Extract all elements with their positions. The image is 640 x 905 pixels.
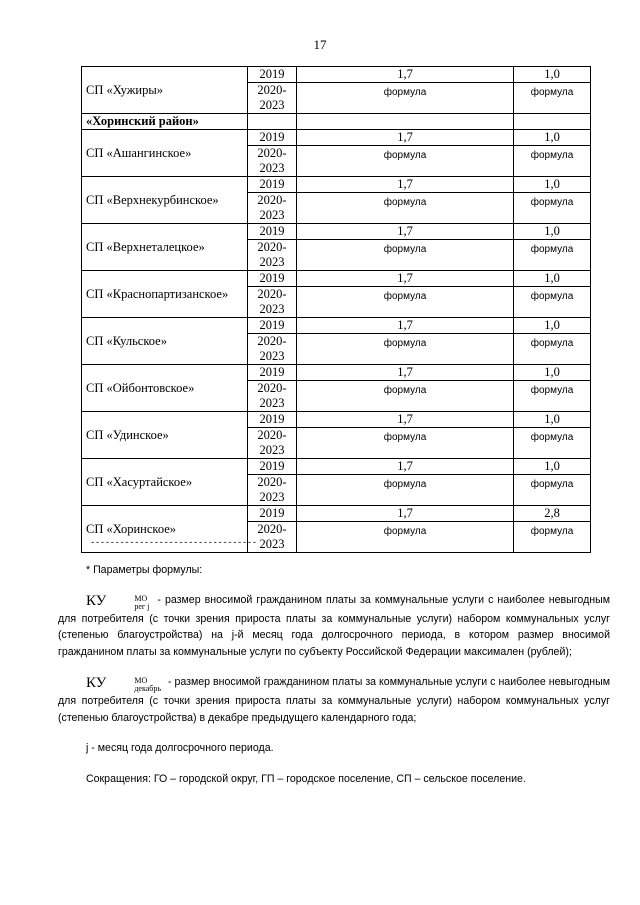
index-value-cell: 1,7	[297, 224, 514, 240]
index-value-cell: 1,7	[297, 365, 514, 381]
formula-cell: формула	[297, 428, 514, 459]
abbreviations: Сокращения: ГО – городской округ, ГП – городское поселение, СП – сельское поселение.	[86, 772, 526, 785]
ku-symbol: КУ	[86, 675, 107, 691]
formula-cell: формула	[514, 381, 591, 412]
definition-ku-reg	[58, 592, 610, 661]
table-row	[82, 459, 591, 475]
formula-cell: формула	[297, 146, 514, 177]
index-value-cell: 1,7	[297, 130, 514, 146]
year-cell: 2019	[248, 318, 297, 334]
index-value-cell: 1,0	[514, 412, 591, 428]
index-value-cell: 2,8	[514, 506, 591, 522]
year-range-cell: 2020-2023	[248, 83, 297, 114]
formula-cell: формула	[297, 334, 514, 365]
definition-ku-reg-text: - размер вносимой гражданином платы за коммунальные услуги с наиболее невыгодным для потребителя (с точки зрения прироста платы за коммунальные услуги) набором коммунальных услуг (степенью благоустройства) на j-й месяц года долгосрочного периода, в котором размер вносимой гражданином платы за коммунальные услуги по субъекту Российской Федерации максимален (рублей);	[58, 593, 610, 658]
year-cell: 2019	[248, 130, 297, 146]
table-row	[82, 318, 591, 334]
footnote-separator: ----------------------------------	[90, 538, 257, 548]
formula-cell: формула	[297, 193, 514, 224]
page-number: 17	[313, 37, 327, 52]
index-value-cell: 1,7	[297, 271, 514, 287]
ku-superscript: МО	[134, 593, 148, 603]
formula-cell: формула	[297, 475, 514, 506]
formula-cell: формула	[514, 83, 591, 114]
table-row	[82, 224, 591, 240]
empty-cell	[297, 114, 514, 130]
index-value-cell: 1,0	[514, 177, 591, 193]
year-range-cell: 2020-2023	[248, 240, 297, 271]
formula-cell: формула	[514, 522, 591, 553]
year-cell: 2019	[248, 459, 297, 475]
index-value-cell: 1,7	[297, 67, 514, 83]
year-range-cell: 2020-2023	[248, 146, 297, 177]
formula-cell: формула	[514, 287, 591, 318]
index-value-cell: 1,0	[514, 459, 591, 475]
settlement-name: СП «Хасуртайское»	[82, 459, 248, 506]
formula-cell: формула	[514, 428, 591, 459]
year-range-cell: 2020-2023	[248, 193, 297, 224]
tariff-table	[81, 66, 591, 553]
table-row	[82, 506, 591, 522]
index-value-cell: 1,7	[297, 412, 514, 428]
definition-ku-december	[58, 674, 610, 726]
table-row	[82, 271, 591, 287]
ku-subscript: декабрь	[134, 684, 161, 693]
settlement-name: СП «Хоринское»	[82, 506, 248, 553]
formula-cell: формула	[297, 522, 514, 553]
settlement-name: СП «Краснопартизанское»	[82, 271, 248, 318]
formula-cell: формула	[514, 475, 591, 506]
year-cell: 2019	[248, 412, 297, 428]
settlement-name: СП «Кульское»	[82, 318, 248, 365]
index-value-cell: 1,0	[514, 365, 591, 381]
formula-cell: формула	[297, 287, 514, 318]
ku-indices	[106, 595, 149, 611]
empty-cell	[248, 114, 297, 130]
year-cell: 2019	[248, 177, 297, 193]
index-value-cell: 1,0	[514, 130, 591, 146]
table-row	[82, 130, 591, 146]
ku-superscript: МО	[134, 676, 148, 685]
settlement-name: СП «Хужиры»	[82, 67, 248, 114]
year-cell: 2019	[248, 271, 297, 287]
table-row	[82, 67, 591, 83]
ku-subscript: рег j	[134, 601, 150, 611]
index-value-cell: 1,0	[514, 224, 591, 240]
index-value-cell: 1,7	[297, 459, 514, 475]
index-value-cell: 1,0	[514, 271, 591, 287]
formula-cell: формула	[514, 240, 591, 271]
formula-cell: формула	[514, 334, 591, 365]
year-range-cell: 2020-2023	[248, 475, 297, 506]
formula-cell: формула	[297, 240, 514, 271]
formula-cell: формула	[514, 146, 591, 177]
settlement-name: СП «Верхнеталецкое»	[82, 224, 248, 271]
formula-cell: формула	[297, 381, 514, 412]
table-row	[82, 365, 591, 381]
index-value-cell: 1,0	[514, 67, 591, 83]
year-cell: 2019	[248, 67, 297, 83]
settlement-name: СП «Верхнекурбинское»	[82, 177, 248, 224]
year-range-cell: 2020-2023	[248, 381, 297, 412]
index-value-cell: 1,7	[297, 506, 514, 522]
ku-indices	[106, 677, 161, 693]
year-range-cell: 2020-2023	[248, 287, 297, 318]
formula-notes	[58, 562, 610, 787]
ku-symbol: КУ	[86, 592, 107, 609]
index-value-cell: 1,7	[297, 318, 514, 334]
year-range-cell: 2020-2023	[248, 334, 297, 365]
params-heading: * Параметры формулы:	[86, 564, 203, 576]
formula-cell: формула	[514, 193, 591, 224]
j-definition: j - месяц года долгосрочного периода.	[86, 742, 274, 754]
index-value-cell: 1,7	[297, 177, 514, 193]
year-range-cell: 2020-2023	[248, 522, 297, 553]
index-value-cell: 1,0	[514, 318, 591, 334]
year-cell: 2019	[248, 224, 297, 240]
formula-cell: формула	[297, 83, 514, 114]
settlement-name: СП «Удинское»	[82, 412, 248, 459]
year-cell: 2019	[248, 506, 297, 522]
year-cell: 2019	[248, 365, 297, 381]
settlement-name: СП «Ашангинское»	[82, 130, 248, 177]
table-row	[82, 177, 591, 193]
district-row	[82, 114, 591, 130]
definition-ku-december-text: - размер вносимой гражданином платы за коммунальные услуги с наиболее невыгодным для потребителя (с точки зрения прироста платы за коммунальные услуги) набором коммунальных услуг (степенью благоустройства) в декабре предыдущего календарного года;	[58, 676, 610, 724]
district-name: «Хоринский район»	[82, 114, 248, 130]
year-range-cell: 2020-2023	[248, 428, 297, 459]
empty-cell	[514, 114, 591, 130]
settlement-name: СП «Ойбонтовское»	[82, 365, 248, 412]
table-row	[82, 412, 591, 428]
